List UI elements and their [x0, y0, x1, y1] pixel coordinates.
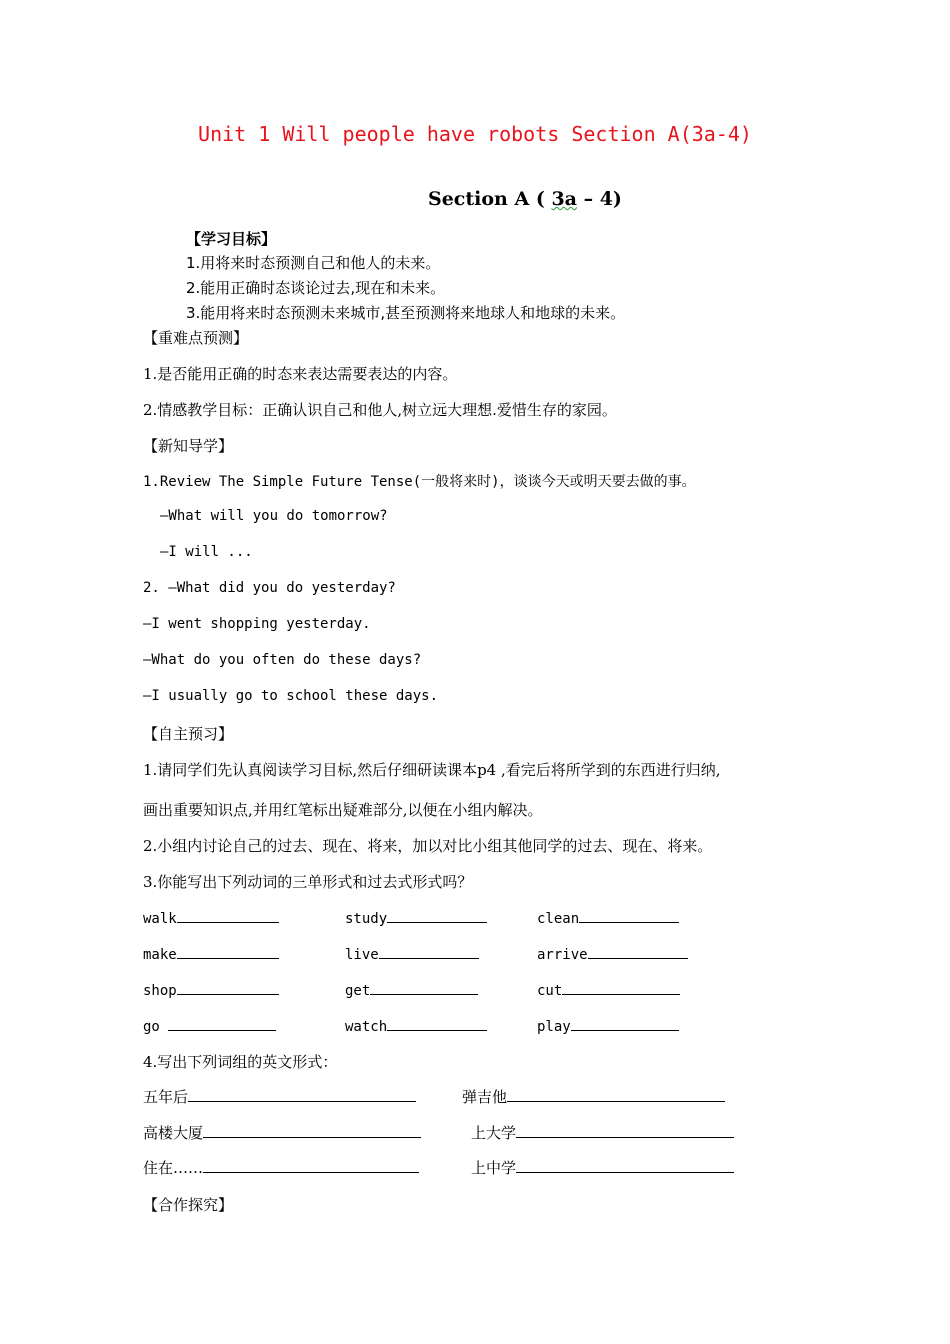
- review-item: 1.Review The Simple Future Tense(一般将来时)，谈谈今天或明天要去做的事。: [143, 474, 696, 490]
- key-point-item: 2.情感教学目标：正确认识自己和他人,树立远大理想.爱惜生存的家园。: [143, 401, 617, 419]
- verb-blank[interactable]: play: [537, 1016, 679, 1035]
- verb-blank[interactable]: study: [345, 908, 487, 927]
- objective-item: 3.能用将来时态预测未来城市,甚至预测将来地球人和地球的未来。: [186, 304, 626, 322]
- self-study-item: 4.写出下列词组的英文形式：: [143, 1053, 338, 1071]
- self-study-heading: 【自主预习】: [143, 725, 234, 743]
- dialog-question: 2. —What did you do yesterday?: [143, 580, 396, 596]
- objective-item: 1.用将来时态预测自己和他人的未来。: [186, 254, 441, 272]
- self-study-item: 1.请同学们先认真阅读学习目标,然后仔细研读课本p4 ,看完后将所学到的东西进行归纳,: [143, 761, 721, 779]
- subtitle-prefix: Section A (: [428, 188, 552, 210]
- new-knowledge-heading: 【新知导学】: [143, 437, 234, 455]
- subtitle-mid: 3a: [551, 188, 577, 210]
- verb-blank[interactable]: arrive: [537, 944, 688, 963]
- verb-blank[interactable]: live: [345, 944, 479, 963]
- cooperation-heading: 【合作探究】: [143, 1196, 234, 1214]
- subtitle-suffix: – 4): [576, 188, 622, 210]
- phrase-blank[interactable]: 上中学: [471, 1157, 734, 1178]
- page-title: Unit 1 Will people have robots Section A(3a-4): [198, 122, 752, 146]
- verb-blank[interactable]: get: [345, 980, 478, 999]
- section-subtitle: [428, 188, 622, 210]
- phrase-blank[interactable]: 上大学: [471, 1122, 734, 1143]
- dialog-line: —What do you often do these days?: [143, 652, 422, 668]
- phrase-blank[interactable]: 五年后: [143, 1086, 416, 1107]
- objectives-heading: 【学习目标】: [186, 230, 277, 248]
- self-study-item: 2.小组内讨论自己的过去、现在、将来，加以对比小组其他同学的过去、现在、将来。: [143, 837, 713, 855]
- phrase-blank[interactable]: 住在……: [143, 1157, 419, 1178]
- verb-blank[interactable]: watch: [345, 1016, 487, 1035]
- verb-blank[interactable]: cut: [537, 980, 680, 999]
- verb-blank[interactable]: make: [143, 944, 279, 963]
- objective-item: 2.能用正确时态谈论过去,现在和未来。: [186, 279, 446, 297]
- key-point-item: 1.是否能用正确的时态来表达需要表达的内容。: [143, 365, 458, 383]
- self-study-item: 3.你能写出下列动词的三单形式和过去式形式吗？: [143, 873, 473, 891]
- dialog-line: —What will you do tomorrow?: [160, 508, 388, 524]
- key-points-heading: 【重难点预测】: [143, 329, 249, 347]
- verb-blank[interactable]: walk: [143, 908, 279, 927]
- verb-blank[interactable]: clean: [537, 908, 679, 927]
- dialog-line: —I went shopping yesterday.: [143, 616, 371, 632]
- self-study-item: 画出重要知识点,并用红笔标出疑难部分,以便在小组内解决。: [143, 801, 543, 819]
- phrase-blank[interactable]: 弹吉他: [462, 1086, 725, 1107]
- dialog-line: —I will ...: [160, 544, 253, 560]
- verb-blank[interactable]: shop: [143, 980, 279, 999]
- dialog-line: —I usually go to school these days.: [143, 688, 439, 704]
- phrase-blank[interactable]: 高楼大厦: [143, 1122, 421, 1143]
- verb-blank[interactable]: go: [143, 1016, 276, 1035]
